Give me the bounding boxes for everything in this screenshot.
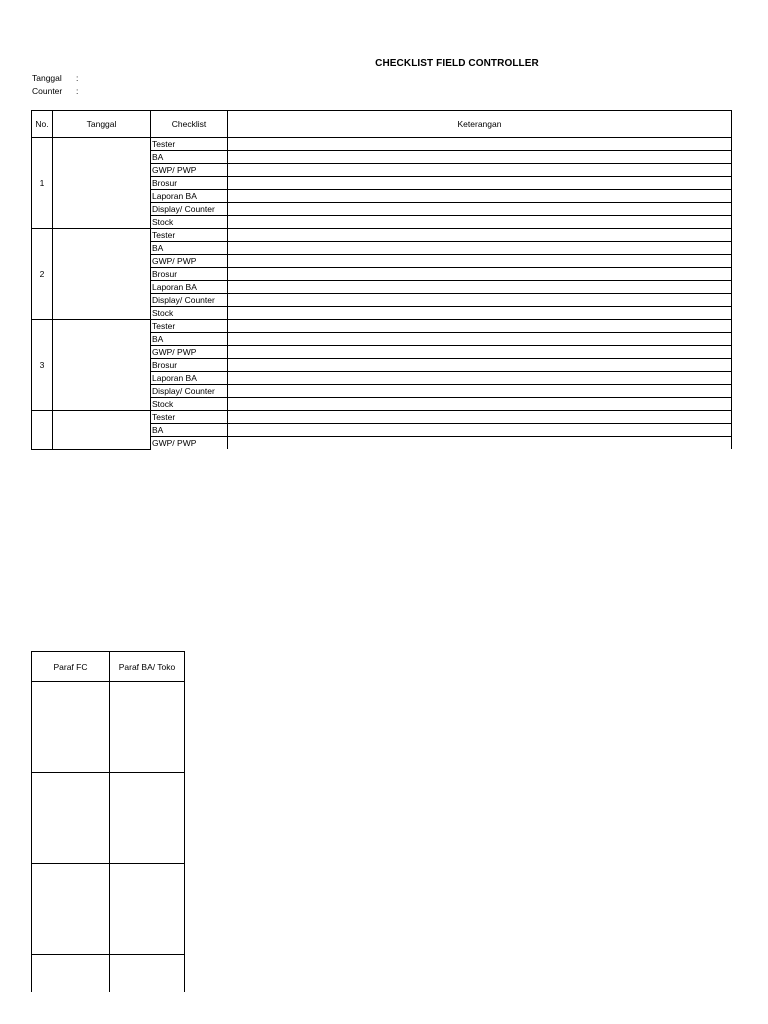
checklist-body xyxy=(32,138,732,450)
keterangan-cell[interactable] xyxy=(228,320,732,333)
keterangan-cell[interactable] xyxy=(228,229,732,242)
tanggal-label: Tanggal xyxy=(32,73,62,83)
group-date-cell[interactable] xyxy=(53,320,151,411)
checklist-item: Stock xyxy=(151,398,228,411)
checklist-row xyxy=(32,138,732,151)
checklist-item: Stock xyxy=(151,216,228,229)
paraf-fc-cell[interactable] xyxy=(32,955,110,993)
checklist-item: GWP/ PWP xyxy=(151,255,228,268)
header-paraf-fc: Paraf FC xyxy=(32,652,110,682)
header-no: No. xyxy=(32,111,53,138)
paraf-fc-cell[interactable] xyxy=(32,773,110,864)
paraf-row xyxy=(32,955,185,993)
group-number: 1 xyxy=(32,138,53,229)
group-number: 3 xyxy=(32,320,53,411)
header-keterangan: Keterangan xyxy=(228,111,732,138)
checklist-row xyxy=(32,229,732,242)
group-number: 2 xyxy=(32,229,53,320)
counter-separator: : xyxy=(76,86,79,96)
keterangan-cell[interactable] xyxy=(228,255,732,268)
checklist-row xyxy=(32,411,732,424)
checklist-item: GWP/ PWP xyxy=(151,164,228,177)
keterangan-cell[interactable] xyxy=(228,177,732,190)
checklist-item: GWP/ PWP xyxy=(151,437,228,450)
checklist-item: BA xyxy=(151,242,228,255)
keterangan-cell[interactable] xyxy=(228,203,732,216)
paraf-ba-toko-cell[interactable] xyxy=(110,773,185,864)
header-tanggal: Tanggal xyxy=(53,111,151,138)
checklist-item: Laporan BA xyxy=(151,190,228,203)
checklist-item: Laporan BA xyxy=(151,372,228,385)
checklist-item: Stock xyxy=(151,307,228,320)
group-date-cell[interactable] xyxy=(53,411,151,450)
keterangan-cell[interactable] xyxy=(228,268,732,281)
counter-label: Counter xyxy=(32,86,63,96)
header-checklist: Checklist xyxy=(151,111,228,138)
counter-field xyxy=(32,86,78,96)
keterangan-cell[interactable] xyxy=(228,437,732,450)
group-date-cell[interactable] xyxy=(53,138,151,229)
keterangan-cell[interactable] xyxy=(228,281,732,294)
paraf-fc-cell[interactable] xyxy=(32,682,110,773)
keterangan-cell[interactable] xyxy=(228,138,732,151)
paraf-row xyxy=(32,864,185,955)
page-title: CHECKLIST FIELD CONTROLLER xyxy=(375,58,539,69)
header-paraf-ba-toko: Paraf BA/ Toko xyxy=(110,652,185,682)
checklist-item: Brosur xyxy=(151,177,228,190)
paraf-fc-cell[interactable] xyxy=(32,864,110,955)
paraf-body xyxy=(32,682,185,993)
checklist-item: Tester xyxy=(151,320,228,333)
checklist-item: GWP/ PWP xyxy=(151,346,228,359)
paraf-row xyxy=(32,773,185,864)
paraf-header-row xyxy=(32,652,185,682)
checklist-item: Tester xyxy=(151,138,228,151)
checklist-item: BA xyxy=(151,424,228,437)
checklist-item: Brosur xyxy=(151,268,228,281)
checklist-item: BA xyxy=(151,151,228,164)
paraf-ba-toko-cell[interactable] xyxy=(110,864,185,955)
tanggal-separator: : xyxy=(76,73,79,83)
keterangan-cell[interactable] xyxy=(228,164,732,177)
checklist-item: Tester xyxy=(151,411,228,424)
keterangan-cell[interactable] xyxy=(228,190,732,203)
paraf-table xyxy=(31,651,185,992)
keterangan-cell[interactable] xyxy=(228,151,732,164)
checklist-item: Brosur xyxy=(151,359,228,372)
keterangan-cell[interactable] xyxy=(228,359,732,372)
checklist-item: Display/ Counter xyxy=(151,203,228,216)
header-row xyxy=(32,111,732,138)
checklist-item: Display/ Counter xyxy=(151,385,228,398)
checklist-item: Tester xyxy=(151,229,228,242)
keterangan-cell[interactable] xyxy=(228,333,732,346)
checklist-item: BA xyxy=(151,333,228,346)
checklist-item: Display/ Counter xyxy=(151,294,228,307)
group-date-cell[interactable] xyxy=(53,229,151,320)
keterangan-cell[interactable] xyxy=(228,372,732,385)
paraf-ba-toko-cell[interactable] xyxy=(110,682,185,773)
group-number xyxy=(32,411,53,450)
keterangan-cell[interactable] xyxy=(228,242,732,255)
keterangan-cell[interactable] xyxy=(228,424,732,437)
tanggal-field xyxy=(32,73,78,83)
keterangan-cell[interactable] xyxy=(228,398,732,411)
paraf-row xyxy=(32,682,185,773)
keterangan-cell[interactable] xyxy=(228,385,732,398)
checklist-item: Laporan BA xyxy=(151,281,228,294)
keterangan-cell[interactable] xyxy=(228,216,732,229)
keterangan-cell[interactable] xyxy=(228,411,732,424)
paraf-ba-toko-cell[interactable] xyxy=(110,955,185,993)
checklist-table xyxy=(31,110,732,450)
keterangan-cell[interactable] xyxy=(228,294,732,307)
checklist-row xyxy=(32,320,732,333)
keterangan-cell[interactable] xyxy=(228,307,732,320)
keterangan-cell[interactable] xyxy=(228,346,732,359)
